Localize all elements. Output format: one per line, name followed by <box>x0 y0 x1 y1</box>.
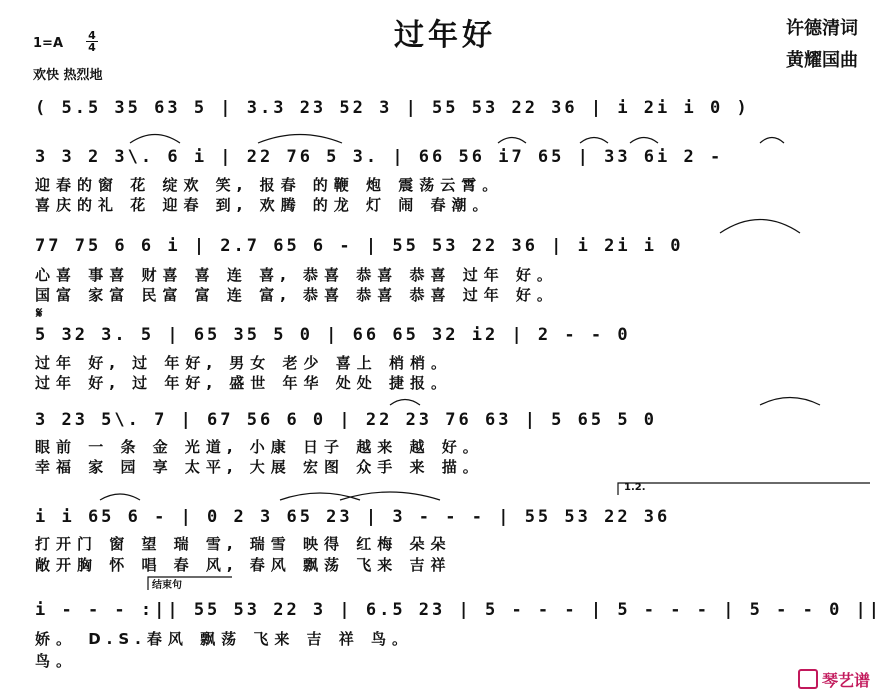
volta-bracket <box>618 483 870 495</box>
system-5-notes: 3 23 5\. 7 | 67 56 6 0 | 22 23 76 63 | 5 65 5 0 <box>35 410 658 430</box>
system-2-lyric-2: 喜庆的礼 花 迎春 到, 欢腾 的龙 灯 闹 春潮。 <box>35 196 494 214</box>
slur-mark <box>498 138 526 144</box>
composer: 黄耀国曲 <box>786 50 858 71</box>
slur-mark <box>720 220 800 234</box>
system-1-notes: ( 5.5 35 63 5 | 3.3 23 52 3 | 55 53 22 36 | i 2i i 0 ) <box>35 98 750 118</box>
time-numerator: 4 <box>88 29 96 42</box>
key-signature: 1=A <box>33 36 63 51</box>
slur-mark <box>258 135 342 144</box>
slur-mark <box>760 398 820 406</box>
volta-label: 1.2. <box>624 482 646 493</box>
system-3-lyric-1: 心喜 事喜 财喜 喜 连 喜, 恭喜 恭喜 恭喜 过年 好。 <box>35 266 558 284</box>
system-5-lyric-1: 眼前 一 条 金 光道, 小康 日子 越来 越 好。 <box>35 438 484 456</box>
slur-mark <box>630 138 658 144</box>
system-6-lyric-1: 打开门 窗 望 瑞 雪, 瑞雪 映得 红梅 朵朵 <box>35 535 452 553</box>
ending-label: 结束句 <box>152 580 182 591</box>
segno-sign: 𝄋 <box>36 304 43 322</box>
watermark-text: 琴艺谱 <box>822 671 871 690</box>
song-title: 过年好 <box>394 18 496 53</box>
system-3-notes: 77 75 6 6 i | 2.7 65 6 - | 55 53 22 36 | i 2i i 0 <box>35 236 684 256</box>
ending-bracket <box>148 577 232 590</box>
system-7-notes: i - - - :|| 55 53 22 3 | 6.5 23 | 5 - - - | 5 - - - | 5 - - 0 || <box>35 600 883 620</box>
watermark <box>798 668 870 691</box>
slur-mark <box>760 138 784 144</box>
system-4-notes: 5 32 3. 5 | 65 35 5 0 | 66 65 32 i2 | 2 - - 0 <box>35 325 631 345</box>
system-2-lyric-1: 迎春的窗 花 绽欢 笑, 报春 的鞭 炮 震荡云霄。 <box>35 176 504 194</box>
k-logo-icon <box>798 669 818 689</box>
slur-mark <box>100 494 140 500</box>
system-2-notes: 3 3 2 3\. 6 i | 22 76 5 3. | 66 56 i7 65 | 33 6i 2 - <box>35 147 724 167</box>
slur-mark <box>130 135 180 144</box>
slur-mark <box>390 400 420 406</box>
slur-mark <box>580 138 608 144</box>
system-3-lyric-2: 国富 家富 民富 富 连 富, 恭喜 恭喜 恭喜 过年 好。 <box>35 286 558 304</box>
slur-mark <box>280 493 360 500</box>
lyricist: 许德清词 <box>786 18 858 39</box>
system-7-lyric-2: 鸟。 <box>35 652 78 670</box>
system-5-lyric-2: 幸福 家 园 享 太平, 大展 宏图 众手 来 描。 <box>35 458 484 476</box>
system-4-lyric-2: 过年 好, 过 年好, 盛世 年华 处处 捷报。 <box>35 374 452 392</box>
system-7-lyric-1: 娇。 D.S.春风 飘荡 飞来 吉 祥 鸟。 <box>35 630 413 648</box>
tempo-marking: 欢快 热烈地 <box>33 68 103 83</box>
time-denominator: 4 <box>86 41 98 53</box>
system-6-lyric-2: 敞开胸 怀 唱 春 风, 春风 飘荡 飞来 吉祥 <box>35 556 452 574</box>
system-4-lyric-1: 过年 好, 过 年好, 男女 老少 喜上 梢梢。 <box>35 354 452 372</box>
system-6-notes: i i 65 6 - | 0 2 3 65 23 | 3 - - - | 55 53 22 36 <box>35 507 671 527</box>
